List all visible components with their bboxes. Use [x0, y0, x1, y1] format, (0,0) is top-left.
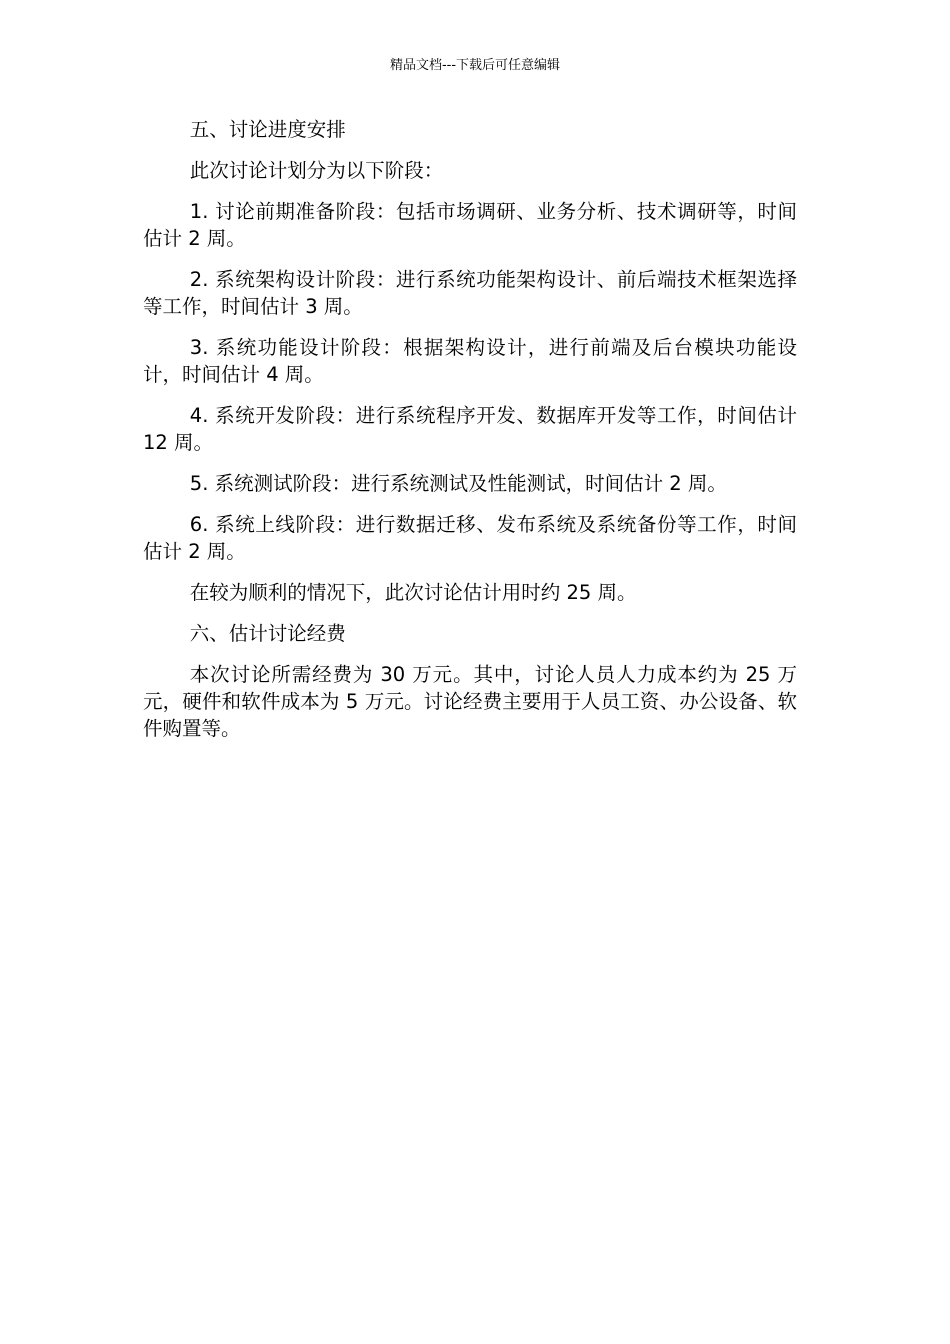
- schedule-item-4: 4. 系统开发阶段：进行系统程序开发、数据库开发等工作，时间估计 12 周。: [143, 404, 797, 454]
- budget-paragraph: 本次讨论所需经费为 30 万元。其中，讨论人员人力成本约为 25 万元，硬件和软件成本为 5 万元。讨论经费主要用于人员工资、办公设备、软件购置等。: [143, 663, 797, 740]
- document-body: [143, 116, 797, 756]
- schedule-item-1: 1. 讨论前期准备阶段：包括市场调研、业务分析、技术调研等，时间估计 2 周。: [143, 200, 797, 250]
- schedule-summary: 在较为顺利的情况下，此次讨论估计用时约 25 周。: [189, 581, 637, 604]
- schedule-item-3: 3. 系统功能设计阶段：根据架构设计，进行前端及后台模块功能设计，时间估计 4 周。: [143, 336, 797, 386]
- schedule-item-6: 6. 系统上线阶段：进行数据迁移、发布系统及系统备份等工作，时间估计 2 周。: [143, 513, 797, 563]
- page-header: 精品文档---下载后可任意编辑: [389, 58, 561, 73]
- schedule-intro: 此次讨论计划分为以下阶段：: [189, 159, 444, 182]
- schedule-item-2: 2. 系统架构设计阶段：进行系统功能架构设计、前后端技术框架选择等工作，时间估计 3 周。: [143, 268, 797, 318]
- section-heading-schedule: 五、讨论进度安排: [189, 118, 346, 141]
- section-heading-budget: 六、估计讨论经费: [189, 622, 346, 645]
- schedule-item-5: 5. 系统测试阶段：进行系统测试及性能测试，时间估计 2 周。: [189, 472, 727, 495]
